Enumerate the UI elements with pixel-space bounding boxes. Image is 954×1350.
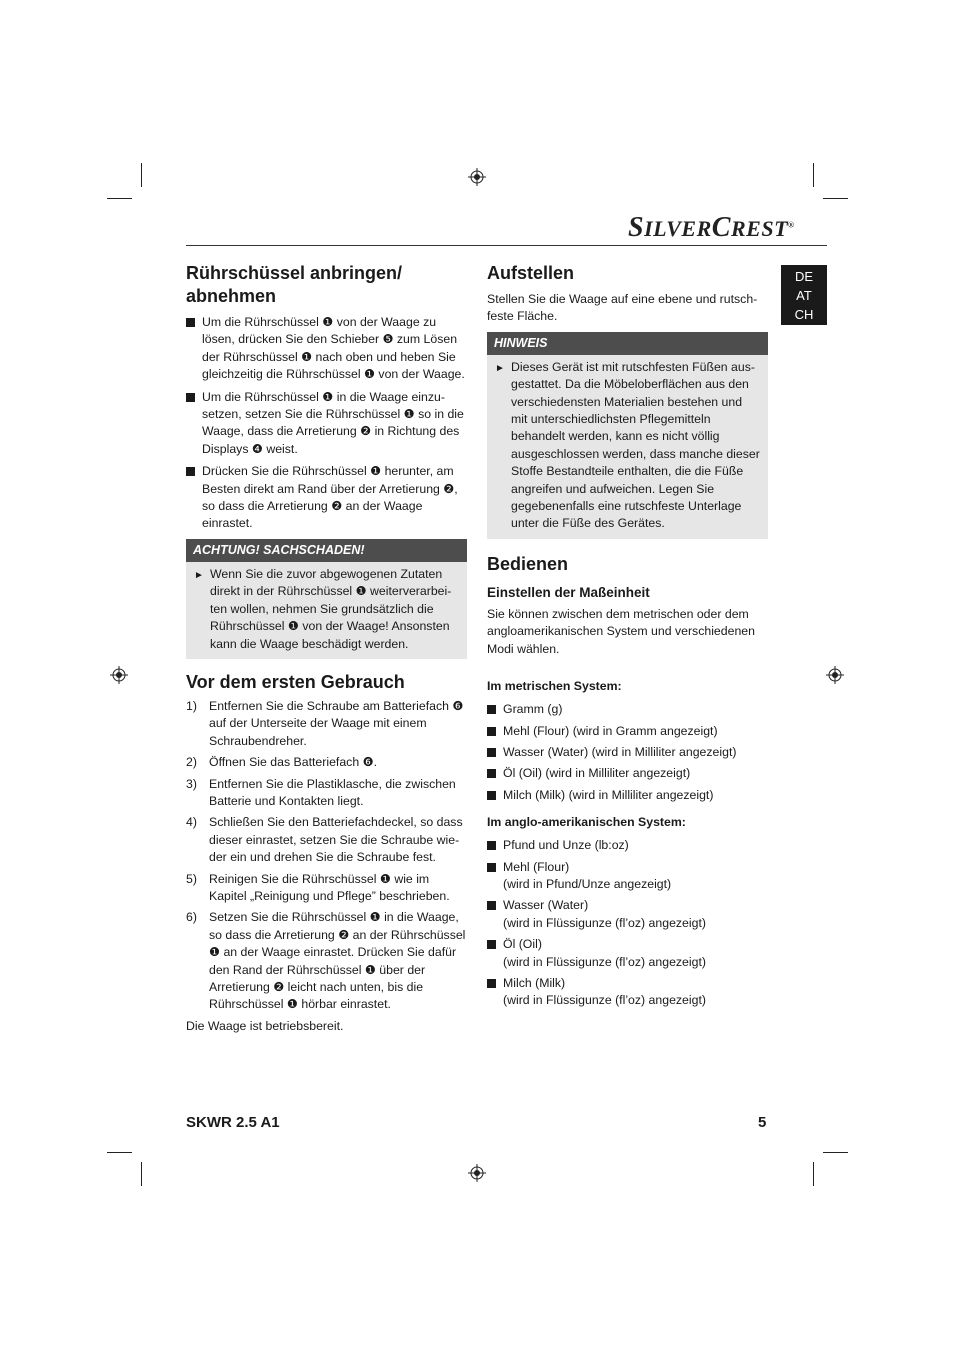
- bullet-square-icon: [186, 318, 195, 327]
- section-title-attach-bowl: Rührschüssel anbringen/ abnehmen: [186, 263, 403, 306]
- list-item: Öl (Oil) (wird in Flüssigunze (fl’oz) angezeigt): [487, 936, 768, 971]
- closing-text: Die Waage ist betriebsbereit.: [186, 1018, 344, 1033]
- page-number: 5: [758, 1114, 767, 1131]
- warning-body: ► Wenn Sie die zuvor abgewogenen Zutaten direkt in der Rührschüssel ❶ weiterverarbeiten wollen, nehmen Sie grundsätzlich die Rührschüssel ❶ von der Waage! Ansonsten kann die Waage beschädigt werden.: [194, 566, 452, 651]
- bullet-square-icon: [186, 393, 195, 402]
- registration-mark-icon: [468, 1164, 486, 1182]
- list-item: Milch (Milk) (wird in Flüssigunze (fl’oz) angezeigt): [487, 975, 768, 1010]
- crop-mark: [823, 198, 848, 199]
- brand-logo: SILVERCREST®: [628, 212, 795, 243]
- bullet-square-icon: [487, 841, 496, 850]
- note-title: HINWEIS: [487, 332, 768, 355]
- registration-mark-icon: [110, 666, 128, 684]
- metric-title: Im metrischen System:: [487, 679, 622, 694]
- crop-mark: [107, 198, 132, 199]
- left-column: [186, 262, 467, 1035]
- crop-mark: [141, 163, 142, 187]
- bullet-square-icon: [487, 769, 496, 778]
- list-item: Gramm (g): [487, 701, 768, 718]
- crop-mark: [813, 163, 814, 187]
- header-rule: [186, 245, 827, 246]
- list-item: Mehl (Flour) (wird in Gramm angezeigt): [487, 723, 768, 740]
- bullet-square-icon: [186, 467, 195, 476]
- list-item: 3) Entfernen Sie die Plastiklasche, die zwischen Batterie und Kontakten liegt.: [186, 776, 456, 808]
- setup-text: Stellen Sie die Waage auf eine ebene und rutschfeste Fläche.: [487, 292, 758, 324]
- list-item: Wasser (Water) (wird in Milliliter angezeigt): [487, 744, 768, 761]
- section-title-operate: Bedienen: [487, 553, 569, 574]
- language-code: CH: [794, 307, 814, 322]
- list-item: 6) Setzen Sie die Rührschüssel ❶ in die Waage, so dass die Arretierung ❷ an der Rührschüssel ❶ an der Waage einrastet. Drücken Sie dafür den Rand der Rührschüssel ❶ über der Arretierung ❷ leicht nach unten, bis die Rührschüssel ❶ hörbar einrastet.: [186, 910, 466, 1012]
- note-box: [487, 332, 768, 539]
- language-code: AT: [796, 288, 812, 303]
- section-title-setup: Aufstellen: [487, 263, 575, 283]
- arrow-right-icon: ►: [194, 569, 204, 581]
- bullet-square-icon: [487, 863, 496, 872]
- registration-mark-icon: [468, 168, 486, 186]
- language-tab: [781, 265, 827, 325]
- bullet-square-icon: [487, 705, 496, 714]
- crop-mark: [107, 1152, 132, 1153]
- bullet-square-icon: [487, 791, 496, 800]
- bullet-square-icon: [487, 748, 496, 757]
- list-item: Wasser (Water) (wird in Flüssigunze (fl’oz) angezeigt): [487, 897, 768, 932]
- note-body: ► Dieses Gerät ist mit rutschfesten Füßen ausgestattet. Da die Möbeloberflächen aus den verschiedensten Materialien bestehen und mit unterschiedlichsten Pflegemitteln behandelt werden, kann es nicht völlig ausgeschlossen werden, dass manche dieser Stoffe Bestandteile enthalten, die die Füße angreifen und aufweichen. Legen Sie gegebenenfalls eine rutschfeste Unterlage unter die Füße des Gerätes.: [495, 359, 760, 531]
- attach-bowl-bullets: [186, 314, 467, 533]
- bullet-square-icon: [487, 979, 496, 988]
- footer-model: SKWR 2.5 A1: [186, 1114, 280, 1131]
- list-item: 4) Schließen Sie den Batteriefachdeckel, so dass dieser einrastet, setzen Sie die Schraube wieder ein und drehen Sie die Schraube fest.: [186, 815, 463, 865]
- crop-mark: [823, 1152, 848, 1153]
- unit-intro: Sie können zwischen dem metrischen oder dem angloamerikanischen System und verschiedenen Modi wählen.: [487, 606, 755, 656]
- list-item: Milch (Milk) (wird in Milliliter angezeigt): [487, 787, 768, 804]
- warning-title: ACHTUNG! SACHSCHADEN!: [186, 539, 467, 562]
- crop-mark: [141, 1162, 142, 1186]
- list-item: Öl (Oil) (wird in Milliliter angezeigt): [487, 765, 768, 782]
- list-item: Pfund und Unze (lb:oz): [487, 837, 768, 854]
- bullet-square-icon: [487, 727, 496, 736]
- bullet-square-icon: [487, 940, 496, 949]
- list-item: Um die Rührschüssel ❶ von der Waage zu lösen, drücken Sie den Schieber ❺ zum Lösen der Rührschüssel ❶ nach oben und heben Sie gleichzeitig die Rührschüssel ❶ von der Waage.: [186, 314, 467, 384]
- crop-mark: [813, 1162, 814, 1186]
- anglo-title: Im anglo-amerikanischen System:: [487, 815, 686, 830]
- arrow-right-icon: ►: [495, 362, 505, 374]
- list-item: Mehl (Flour) (wird in Pfund/Unze angezeigt): [487, 859, 768, 894]
- right-column: [487, 262, 768, 1010]
- list-item: 2) Öffnen Sie das Batteriefach ❻.: [186, 755, 378, 770]
- list-item: Drücken Sie die Rührschüssel ❶ herunter, am Besten direkt am Rand über der Arretierung ❷, so dass die Arretierung ❷ an der Waage einrastet.: [186, 463, 467, 533]
- bullet-square-icon: [487, 901, 496, 910]
- registration-mark-icon: [826, 666, 844, 684]
- section-title-first-use: Vor dem ersten Gebrauch: [186, 671, 405, 692]
- warning-box: [186, 539, 467, 659]
- anglo-list: [487, 837, 768, 1010]
- list-item: 1) Entfernen Sie die Schraube am Batteriefach ❻ auf der Unterseite der Waage mit einem Schraubendreher.: [186, 698, 464, 748]
- subsection-title-unit: Einstellen der Maßeinheit: [487, 584, 650, 600]
- language-code: DE: [794, 269, 814, 284]
- list-item: 5) Reinigen Sie die Rührschüssel ❶ wie im Kapitel „Reinigung und Pflege” beschrieben.: [186, 871, 450, 903]
- metric-list: [487, 701, 768, 804]
- first-use-steps: [186, 698, 467, 1014]
- list-item: Um die Rührschüssel ❶ in die Waage einzusetzen, setzen Sie die Rührschüssel ❶ so in die Waage, dass die Arretierung ❷ in Richtung des Displays ❹ weist.: [186, 389, 467, 459]
